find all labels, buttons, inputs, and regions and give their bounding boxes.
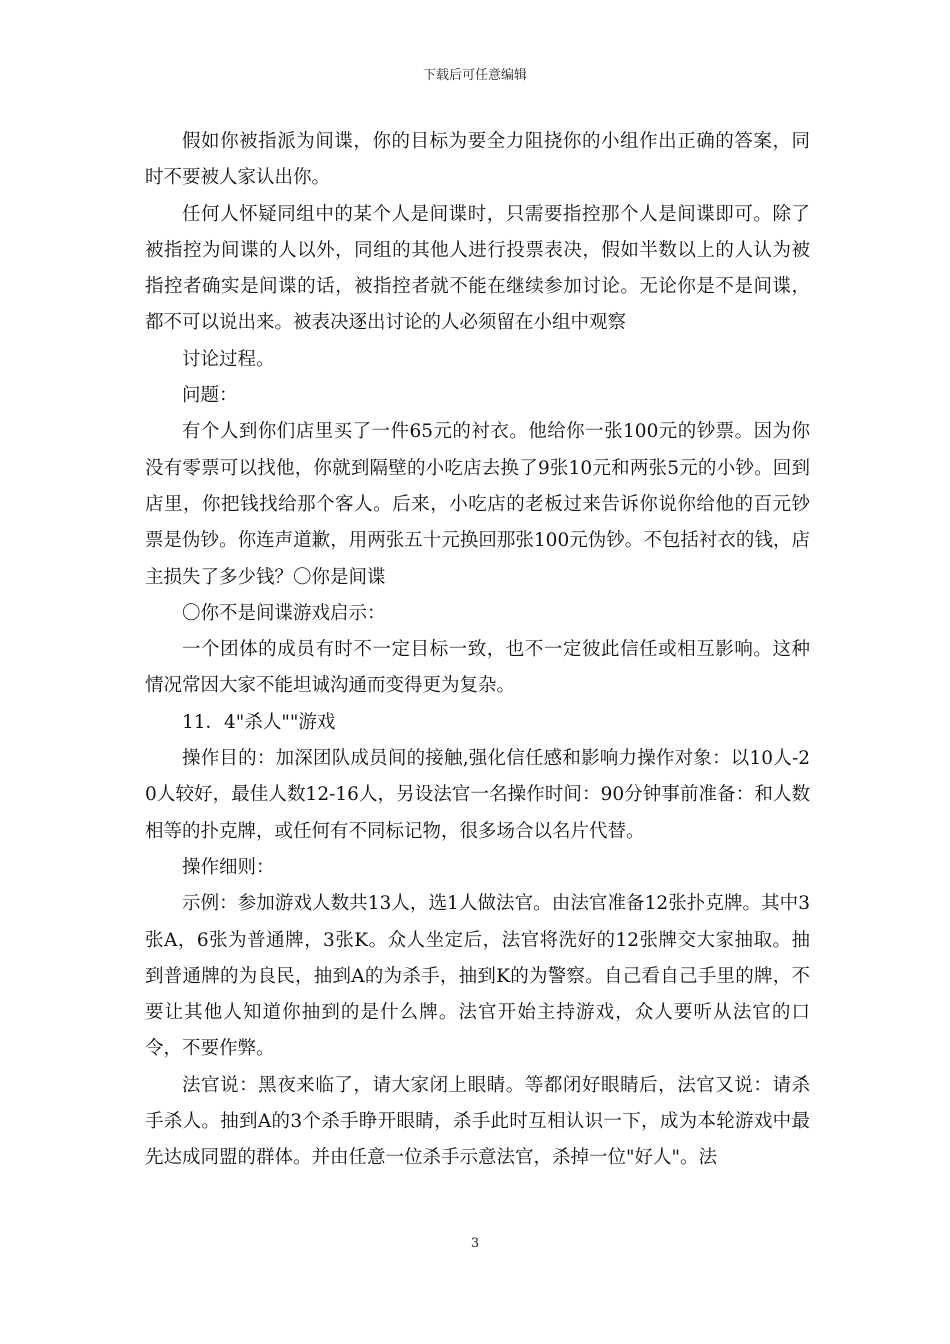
paragraph-not-spy-insight: 〇你不是间谍游戏启示： [182,602,386,624]
document-body [145,124,810,1177]
paragraph-accusation-rules: 任何人怀疑同组中的某个人是间谍时，只需要指控那个人是间谍即可。除了被指控为间谍的人以外，同组的其他人进行投票表决，假如半数以上的人认为被指控者确实是间谍的话，被指控者就不能在继续参加讨论。无论你是不是间谍，都不可以说出来。被表决逐出讨论的人必须留在小组中观察 [145,203,810,334]
paragraph-spy-role: 假如你被指派为间谍，你的目标为要全力阻挠你的小组作出正确的答案，同时不要被人家认出你。 [145,131,810,189]
paragraph-judge-says: 法官说：黑夜来临了，请大家闭上眼睛。等都闭好眼睛后，法官又说：请杀手杀人。抽到A的3个杀手睁开眼睛，杀手此时互相认识一下，成为本轮游戏中最先达成同盟的群体。并由任意一位杀手示意法官，杀掉一位"好人"。法 [145,1074,810,1169]
paragraph-question-heading: 问题： [182,385,238,407]
page-header: 下载后可任意编辑 [422,68,527,83]
paragraph-example: 示例：参加游戏人数共13人，选1人做法官。由法官准备12张扑克牌。其中3张A，6张为普通牌，3张K。众人坐定后，法官将洗好的12张牌交大家抽取。抽到普通牌的为良民，抽到A的为杀手，抽到K的为警察。自己看自己手里的牌，不要让其他人知道你抽到的是什么牌。法官开始主持游戏，众人要听从法官的口令，不要作弊。 [145,893,810,1060]
paragraph-question-body: 有个人到你们店里买了一件65元的衬衣。他给你一张100元的钞票。因为你没有零票可以找他，你就到隔壁的小吃店去换了9张10元和两张5元的小钞。回到店里，你把钱找给那个客人。后来，小吃店的老板过来告诉你说你给他的百元钞票是伪钞。你连声道歉，用两张五十元换回那张100元伪钞。不包括衬衣的钱，店主损失了多少钱？〇你是间谍 [145,421,810,588]
paragraph-insight-text: 一个团体的成员有时不一定目标一致，也不一定彼此信任或相互影响。这种情况常因大家不能坦诚沟通而变得更为复杂。 [145,639,810,697]
paragraph-discussion-process: 讨论过程。 [182,348,275,370]
page-number: 3 [470,1236,480,1251]
paragraph-operation-purpose: 操作目的：加深团队成员间的接触,强化信任感和影响力操作对象：以10人-20人较好，最佳人数12-16人，另设法官一名操作时间：90分钟事前准备：和人数相等的扑克牌，或任何有不同标记物，很多场合以名片代替。 [145,748,810,842]
paragraph-operation-details-heading: 操作细则： [182,856,275,878]
section-heading-killer-game: 11．4"杀人""游戏 [182,711,336,733]
